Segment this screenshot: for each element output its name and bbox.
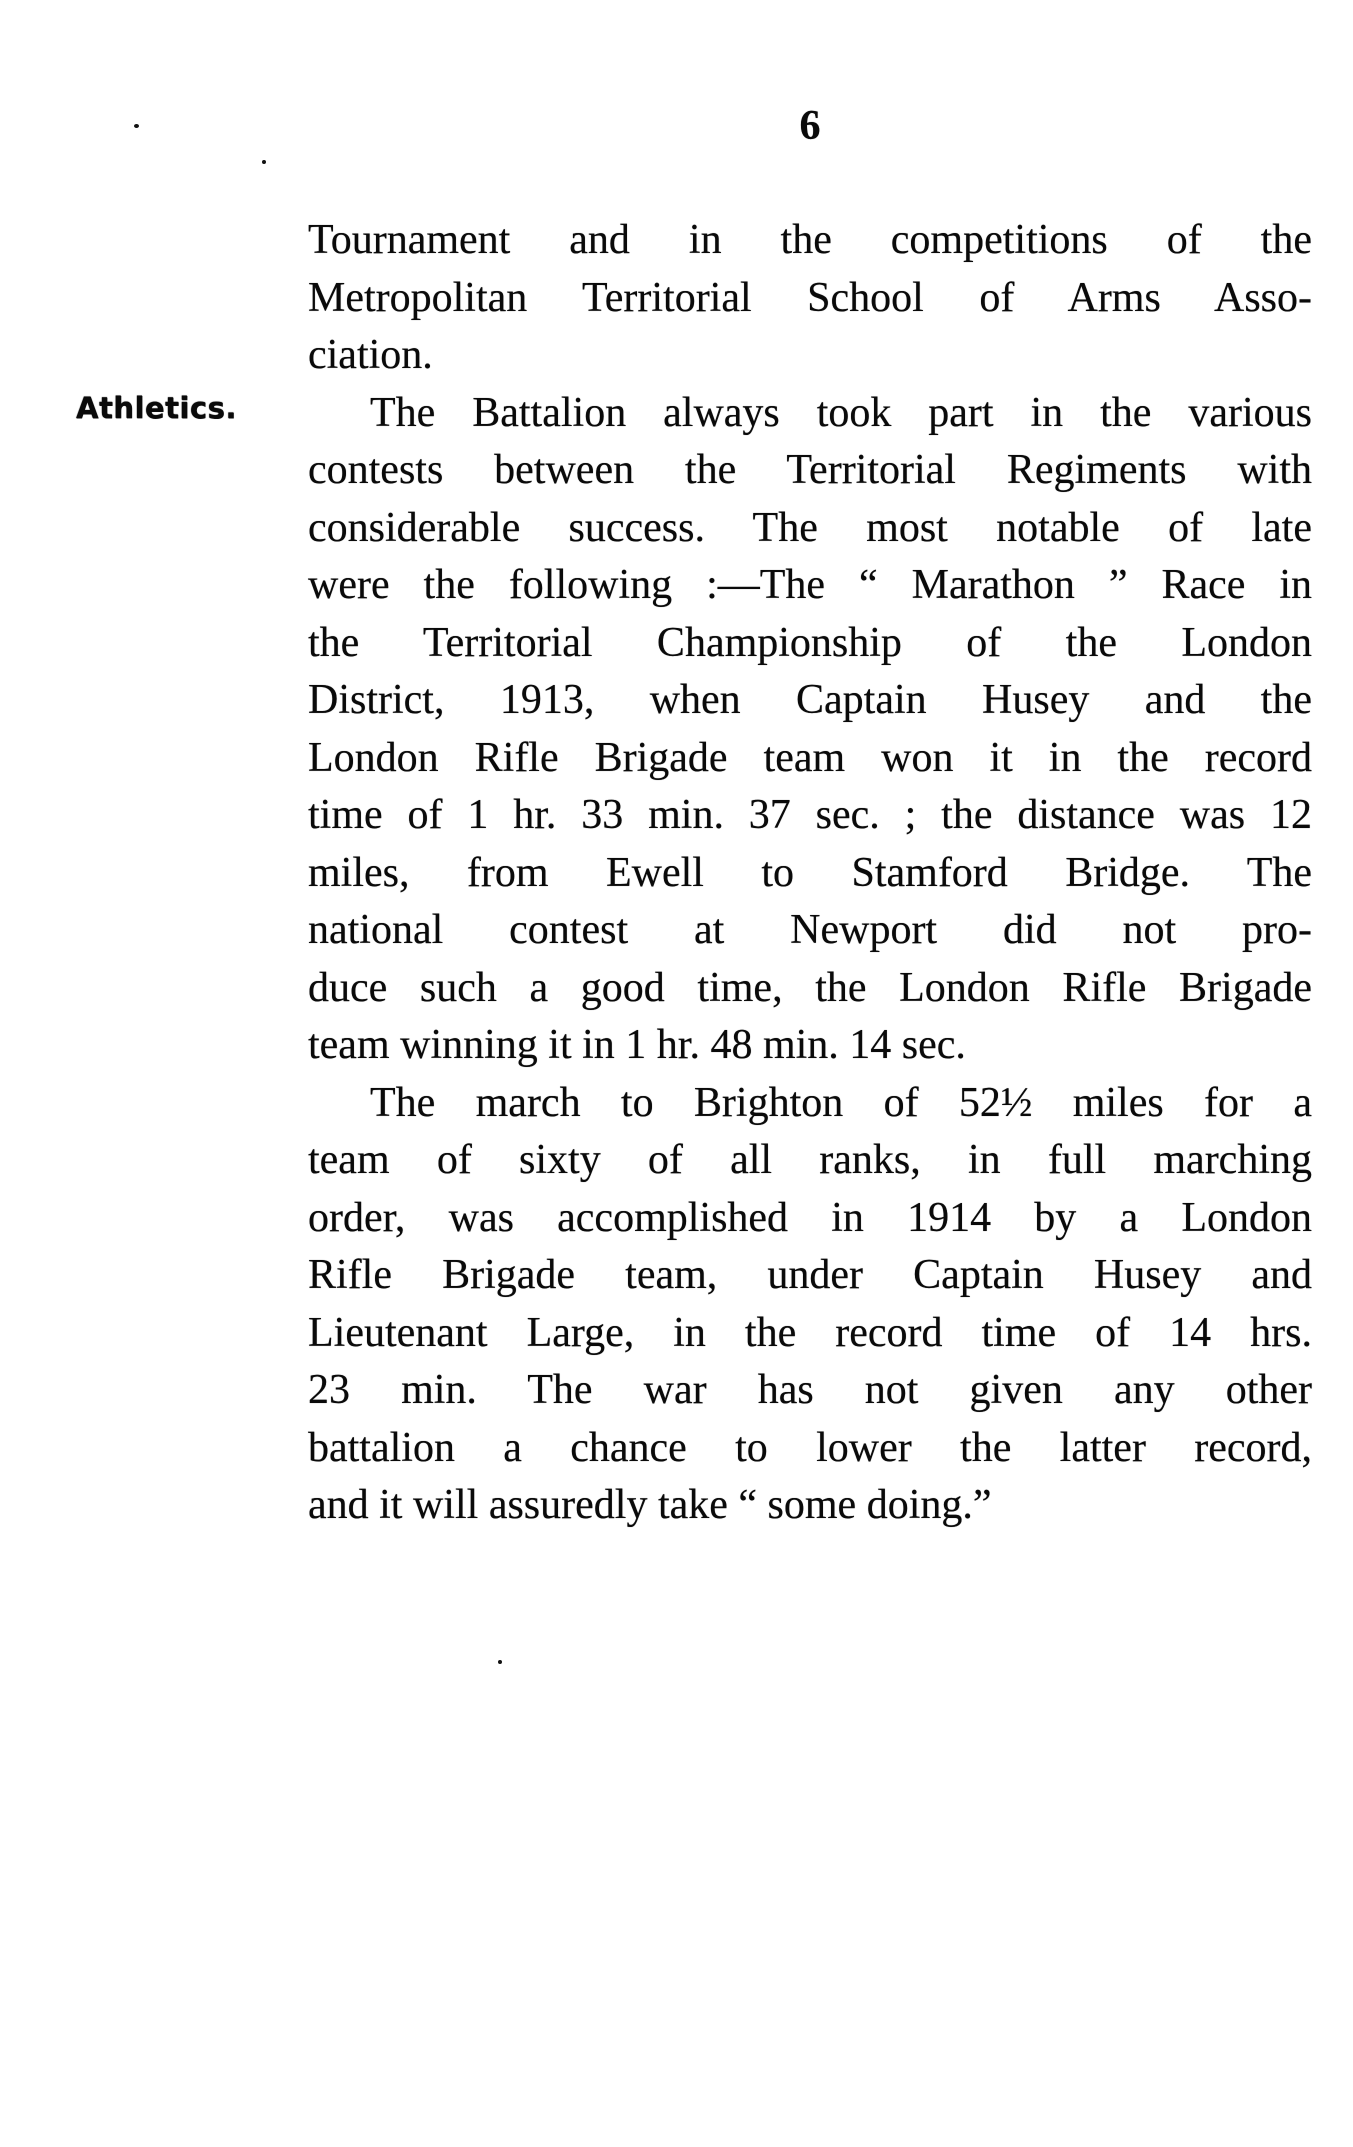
text-line: District, 1913, when Captain Husey and the: [308, 677, 1312, 723]
scan-speck: [262, 160, 266, 164]
text-line: duce such a good time, the London Rifle Brigade: [308, 964, 1312, 1011]
text-line: contests between the Territorial Regiments with: [308, 447, 1312, 493]
scan-speck: [498, 1660, 502, 1664]
text-line: the Territorial Championship of the London: [308, 619, 1312, 666]
text-line: and it will assuredly take “ some doing.”: [308, 1482, 992, 1528]
text-line: Tournament and in the competitions of the: [308, 217, 1312, 263]
text-line: considerable success. The most notable of late: [308, 504, 1312, 551]
text-line: ciation.: [308, 332, 433, 378]
page-number: 6: [799, 103, 821, 149]
text-line: order, was accomplished in 1914 by a London: [308, 1194, 1312, 1241]
text-line: 23 min. The war has not given any other: [308, 1367, 1312, 1413]
text-line: Rifle Brigade team, under Captain Husey and: [308, 1252, 1312, 1298]
text-block: [308, 212, 1312, 1535]
text-line: team of sixty of all ranks, in full marching: [308, 1137, 1312, 1183]
text-line: miles, from Ewell to Stamford Bridge. The: [308, 849, 1312, 896]
text-line: were the following :—The “ Marathon ” Race in: [308, 562, 1312, 608]
text-line: team winning it in 1 hr. 48 min. 14 sec.: [308, 1022, 966, 1068]
text-line: London Rifle Brigade team won it in the record: [308, 734, 1312, 781]
text-line: The march to Brighton of 52½ miles for a: [370, 1079, 1312, 1126]
text-line: Lieutenant Large, in the record time of 14 hrs.: [308, 1309, 1312, 1356]
scan-speck: [134, 124, 139, 128]
text-line: The Battalion always took part in the various: [370, 389, 1312, 436]
text-line: battalion a chance to lower the latter record,: [308, 1424, 1312, 1471]
text-line: time of 1 hr. 33 min. 37 sec. ; the distance was 12: [308, 792, 1312, 838]
text-line: national contest at Newport did not pro-: [308, 907, 1312, 953]
text-line: Metropolitan Territorial School of Arms Asso-: [308, 274, 1312, 321]
margin-note-athletics: Athletics.: [76, 391, 237, 425]
